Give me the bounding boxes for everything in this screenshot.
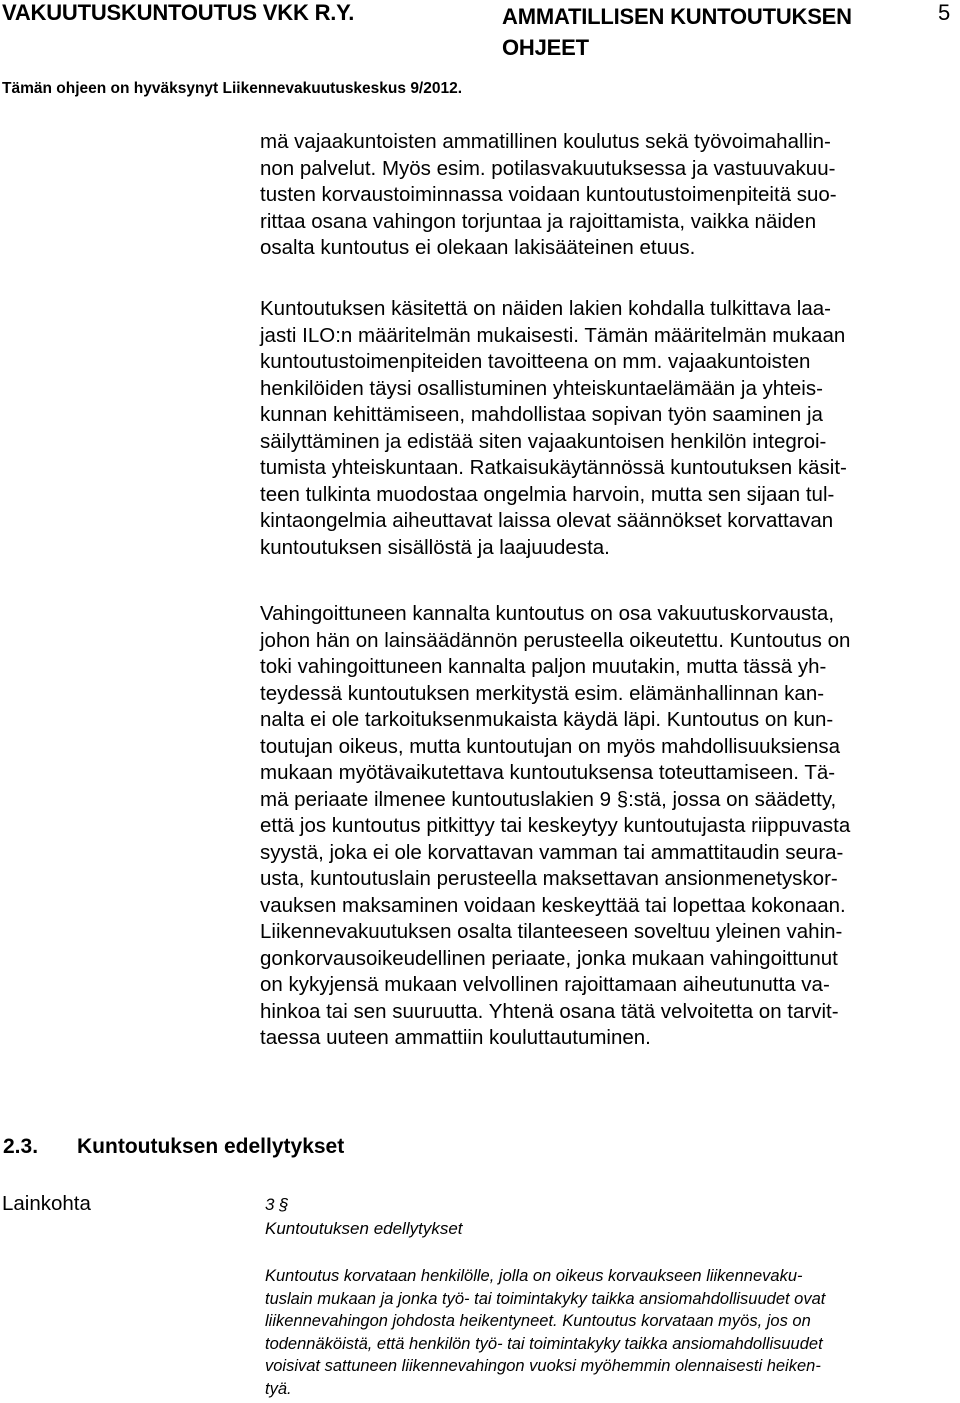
text-line: Vahingoittuneen kannalta kuntoutus on osa vakuutuskorvausta, (260, 602, 835, 625)
text-line: kintaongelmia aiheuttavat laissa olevat säännökset korvattavan (260, 509, 834, 532)
paragraph-3 (260, 601, 960, 1052)
text-line: tusten korvaustoiminnassa voidaan kuntoutustoimenpiteitä suo- (260, 183, 837, 206)
text-line: syystä, joka ei ole korvattavan vamman tai ammattitaudin seura- (260, 840, 844, 864)
header-organization: VAKUUTUSKUNTOUTUS VKK R.Y. (2, 0, 355, 25)
text-line: toutujan oikeus, mutta kuntoutujan on myös mahdollisuuksiensa (260, 734, 841, 758)
section-title: Kuntoutuksen edellytykset (77, 1135, 345, 1158)
text-line: johon hän on lainsäädännön perusteella oikeutettu. Kuntoutus on (260, 628, 851, 652)
paragraph-1 (260, 129, 960, 262)
law-quote (265, 1265, 825, 1401)
section-heading (3, 1133, 344, 1161)
header-approval-note: Tämän ohjeen on hyväksynyt Liikennevakuutuskeskus 9/2012. (2, 80, 463, 97)
text-line: kunnan kehittämiseen, mahdollistaa sopivan työn saaminen ja (260, 403, 823, 426)
header-document-title (502, 1, 862, 63)
law-quote-line: Kuntoutus korvataan henkilölle, jolla on oikeus korvaukseen liikennevaku- (265, 1267, 803, 1285)
law-paragraph-reference: 3 § (265, 1195, 289, 1214)
text-line: kuntoutustoimenpiteiden tavoitteena on mm. vajaakuntoisten (260, 350, 811, 373)
header-title-line2: OHJEET (502, 35, 589, 60)
lainkohta-label: Lainkohta (2, 1192, 91, 1215)
text-line: nalta ei ole tarkoituksenmukaista käydä läpi. Kuntoutus on kun- (260, 708, 834, 731)
text-line: teen tulkinta muodostaa ongelmia harvoin, mutta sen sijaan tul- (260, 482, 835, 506)
text-line: säilyttäminen ja edistää siten vajaakuntoisen henkilön integroi- (260, 429, 827, 453)
text-line: teydessä kuntoutuksen merkitystä esim. elämänhallinnan kan- (260, 681, 825, 705)
page-number: 5 (938, 0, 951, 25)
section-number: 2.3. (3, 1135, 39, 1158)
text-line: gonkorvausoikeudellinen periaate, jonka mukaan vahingoittunut (260, 946, 838, 970)
text-line: usta, kuntoutuslain perusteella maksettavan ansionmenetyskor- (260, 867, 838, 890)
law-paragraph-title: Kuntoutuksen edellytykset (265, 1219, 463, 1238)
paragraph-2 (260, 296, 960, 561)
text-line: että jos kuntoutus pitkittyy tai keskeytyy kuntoutujasta riippuvasta (260, 814, 851, 837)
text-line: non palvelut. Myös esim. potilasvakuutuksessa ja vastuuvakuu- (260, 156, 836, 180)
text-line: jasti ILO:n määritelmän mukaisesti. Tämän määritelmän mukaan (260, 323, 846, 347)
text-line: mukaan myötävaikutettava kuntoutuksensa toteuttamiseen. Tä- (260, 761, 836, 784)
text-line: vauksen maksaminen voidaan keskeyttää tai lopettaa kokonaan. (260, 893, 846, 917)
text-line: rittaa osana vahingon torjuntaa ja rajoittamista, vaikka näiden (260, 209, 817, 233)
law-quote-line: todennäköistä, että henkilön työ- tai toimintakyky taikka ansiomahdollisuudet (265, 1334, 823, 1353)
text-line: toki vahingoittuneen kannalta paljon muutakin, mutta tässä yh- (260, 655, 827, 678)
law-quote-line: tyä. (265, 1379, 292, 1398)
text-line: taessa uuteen ammattiin kouluttautuminen. (260, 1026, 651, 1049)
text-line: mä vajaakuntoisten ammatillinen koulutus sekä työvoimahallin- (260, 130, 831, 153)
text-line: osalta kuntoutus ei olekaan lakisääteinen etuus. (260, 236, 696, 259)
law-quote-line: liikennevahingon johdosta heikentyneet. Kuntoutus korvataan myös, jos on (265, 1312, 811, 1331)
header-title-line1: AMMATILLISEN KUNTOUTUKSEN (502, 4, 852, 29)
text-line: hinkoa tai sen suuruutta. Yhtenä osana tätä velvoitetta on tarvit- (260, 999, 839, 1023)
law-quote-line: tuslain mukaan ja jonka työ- tai toimintakyky taikka ansiomahdollisuudet ovat (265, 1289, 826, 1308)
text-line: kuntoutuksen sisällöstä ja laajuudesta. (260, 535, 610, 559)
text-line: mä periaate ilmenee kuntoutuslakien 9 §:stä, jossa on säädetty, (260, 787, 837, 811)
text-line: Liikennevakuutuksen osalta tilanteeseen soveltuu yleinen vahin- (260, 920, 843, 943)
law-quote-line: voisivat sattuneen liikennevahingon vuoksi myöhemmin olennaisesti heiken- (265, 1357, 821, 1376)
text-line: on kykyjensä mukaan velvollinen rajoittamaan aiheutunutta va- (260, 973, 830, 996)
text-line: tumista yhteiskuntaan. Ratkaisukäytännössä kuntoutuksen käsit- (260, 456, 847, 479)
text-line: henkilöiden täysi osallistuminen yhteiskuntaelämään ja yhteis- (260, 376, 823, 400)
text-line: Kuntoutuksen käsitettä on näiden lakien kohdalla tulkittava laa- (260, 297, 831, 320)
